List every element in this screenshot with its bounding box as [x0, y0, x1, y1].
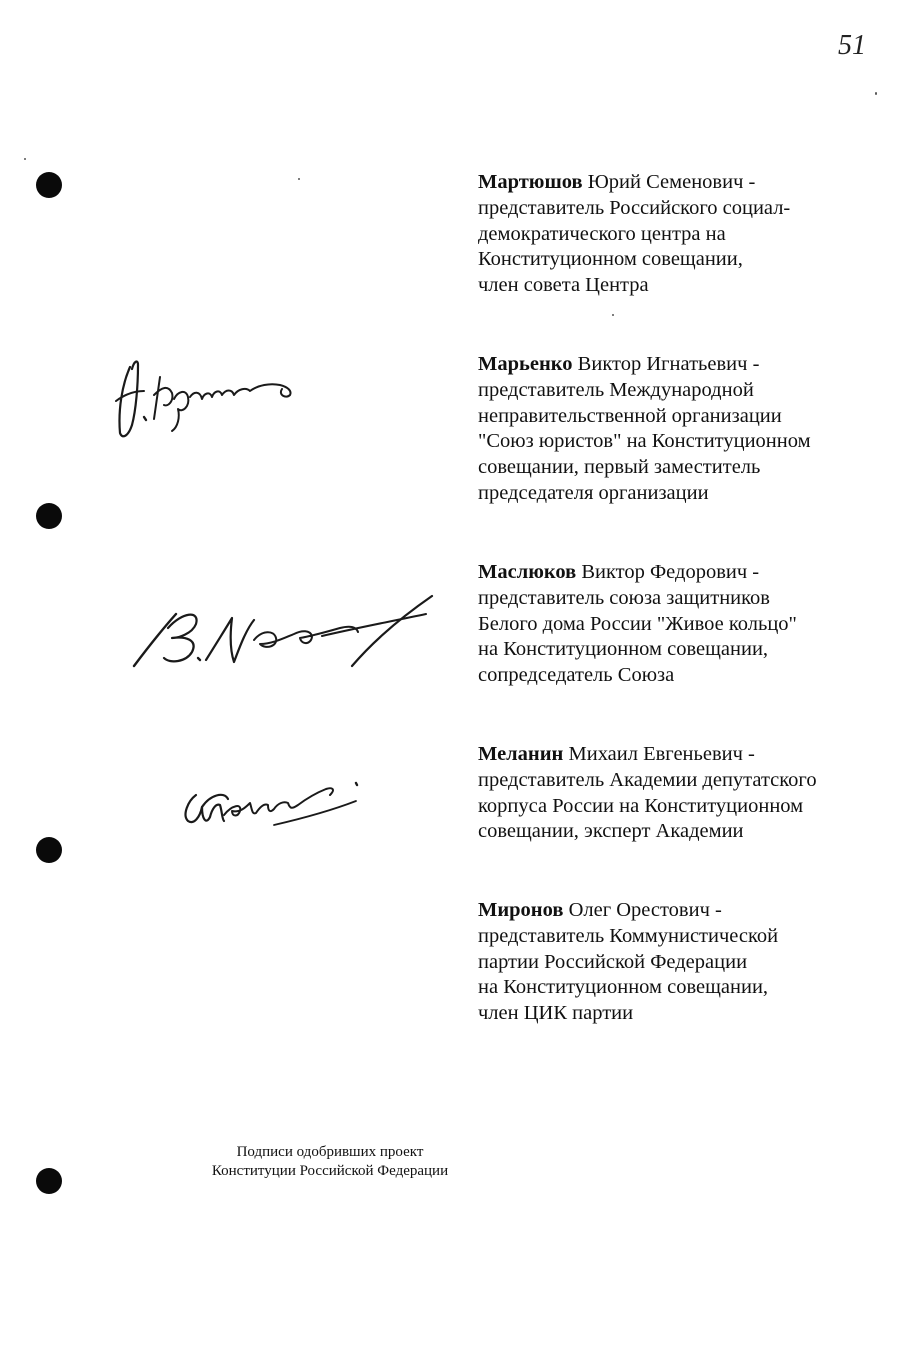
entry-line: член ЦИК партии	[478, 1002, 634, 1025]
entry-line: представитель Российского социал-	[478, 196, 791, 219]
entry-line: неправительственной организации	[478, 404, 782, 427]
surname: Миронов	[478, 899, 564, 921]
surname: Маслюков	[478, 561, 577, 583]
name-rest: Виктор Федорович -	[576, 561, 760, 583]
entry-line: на Конституционном совещании,	[478, 638, 769, 661]
signatory-entry-1	[478, 170, 878, 299]
scan-speck	[298, 178, 300, 180]
signature-masliukov	[126, 588, 436, 678]
scan-speck	[612, 314, 614, 316]
entry-line: сопредседатель Союза	[478, 664, 675, 687]
name-rest: Виктор Игнатьевич -	[572, 353, 760, 375]
page-number: 51	[838, 30, 866, 61]
entry-line: корпуса России на Конституционном	[478, 794, 804, 817]
signature-melanin	[180, 775, 370, 835]
entry-line: демократического центра на	[478, 222, 726, 245]
name-rest: Олег Орестович -	[563, 899, 722, 921]
signatory-entry-3	[478, 560, 878, 689]
signatory-entry-2	[478, 352, 878, 507]
entry-line: совещании, эксперт Академии	[478, 820, 744, 843]
punch-hole	[36, 1168, 62, 1194]
signatory-entry-4	[478, 742, 878, 845]
entry-line: совещании, первый заместитель	[478, 456, 761, 479]
entry-line: представитель Академии депутатского	[478, 768, 817, 791]
entry-line: Белого дома России "Живое кольцо"	[478, 612, 797, 635]
punch-hole	[36, 172, 62, 198]
surname: Мартюшов	[478, 171, 583, 193]
surname: Меланин	[478, 743, 564, 765]
surname: Марьенко	[478, 353, 573, 375]
name-rest: Михаил Евгеньевич -	[563, 743, 755, 765]
entry-line: представитель Международной	[478, 378, 754, 401]
entry-line: председателя организации	[478, 481, 709, 504]
entry-line: представитель союза защитников	[478, 586, 770, 609]
scan-speck	[24, 158, 26, 160]
signature-marenko	[108, 355, 308, 445]
signatory-entry-5	[478, 898, 878, 1027]
entry-line: партии Российской Федерации	[478, 950, 748, 973]
entry-line: на Конституционном совещании,	[478, 976, 769, 999]
scan-speck	[875, 92, 877, 95]
entry-line: член совета Центра	[478, 274, 649, 297]
signatures-caption	[180, 1143, 480, 1181]
name-rest: Юрий Семенович -	[582, 171, 756, 193]
entry-line: представитель Коммунистической	[478, 924, 779, 947]
caption-line: Подписи одобривших проект	[236, 1144, 424, 1160]
entry-line: Конституционном совещании,	[478, 248, 743, 271]
caption-line: Конституции Российской Федерации	[211, 1163, 449, 1179]
entry-line: "Союз юристов" на Конституционном	[478, 430, 811, 453]
punch-hole	[36, 503, 62, 529]
punch-hole	[36, 837, 62, 863]
